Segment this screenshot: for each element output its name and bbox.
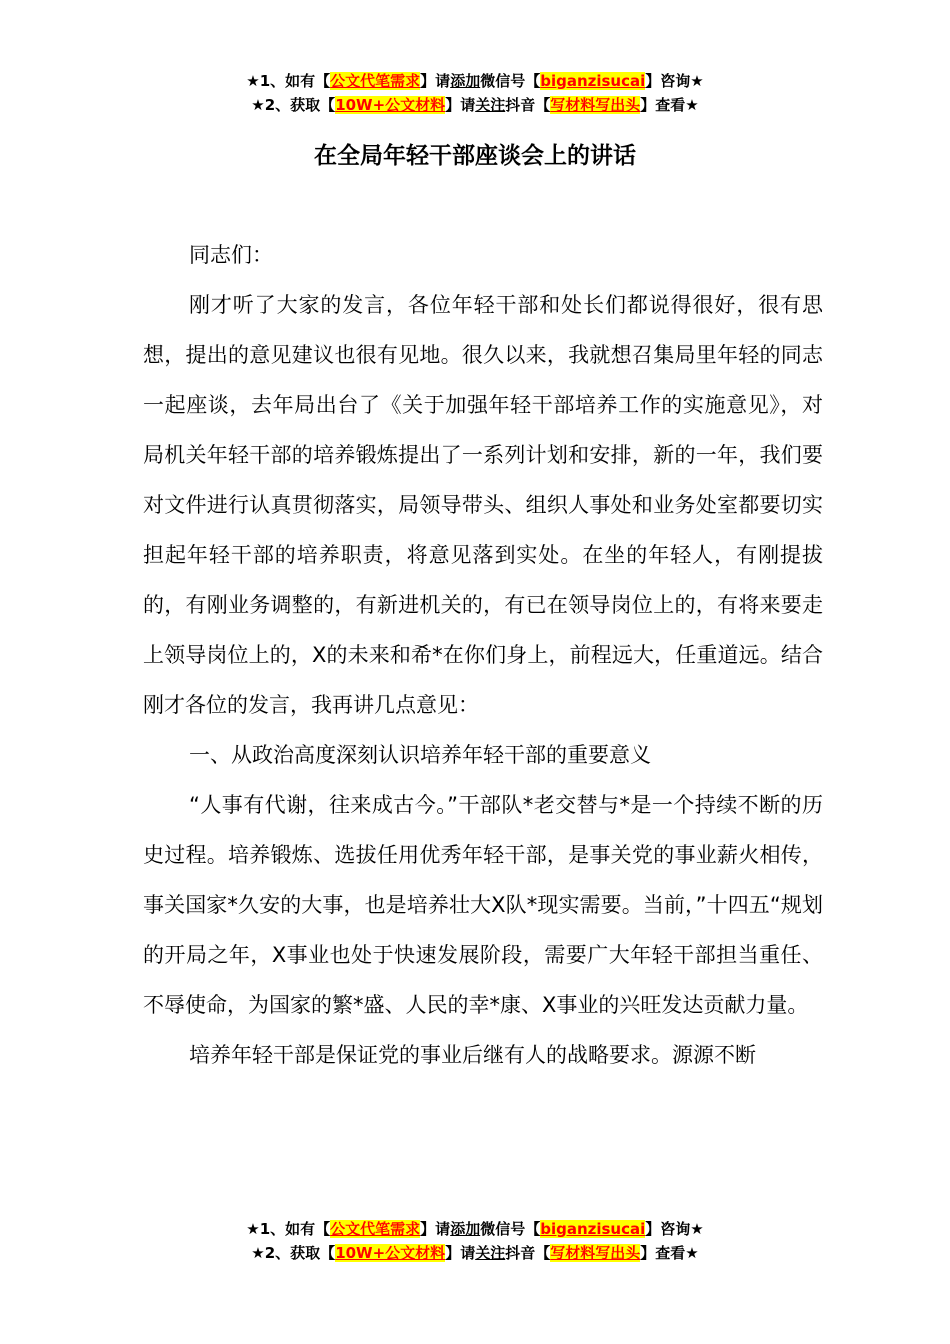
highlight-service: 公文代笔需求	[330, 72, 421, 90]
highlight-wechat-id: biganzisucai	[540, 1220, 646, 1238]
highlight-materials: 10W+公文材料	[335, 96, 446, 114]
body-paragraph: “人事有代谢，往来成古今。”干部队*老交替与*是一个持续不断的历史过程。培养锻炼、选拔任用优秀年轻干部，是事关党的事业薪火相传，事关国家*久安的大事，也是培养壮大X队*现实需要。当前，”十四五“规划的开局之年，X事业也处于快速发展阶段，需要广大年轻干部担当重任、不辱使命，为国家的繁*盛、人民的幸*康、X事业的兴旺发达贡献力量。	[143, 793, 823, 1017]
underline-add: 添加	[450, 1220, 481, 1238]
highlight-douyin: 写材料写出头	[550, 1244, 641, 1262]
highlight-wechat-id: biganzisucai	[540, 72, 646, 90]
banner-line-1: ★1、如有【公文代笔需求】请添加微信号【biganzisucai】咨询★	[246, 1220, 704, 1238]
document-title: 在全局年轻干部座谈会上的讲话	[314, 143, 636, 169]
underline-follow: 关注	[475, 1244, 506, 1262]
header-banner	[0, 69, 950, 117]
banner-line-2: ★2、获取【10W+公文材料】请关注抖音【写材料写出头】查看★	[251, 1244, 699, 1262]
highlight-materials: 10W+公文材料	[335, 1244, 446, 1262]
highlight-douyin: 写材料写出头	[550, 96, 641, 114]
underline-add: 添加	[450, 72, 481, 90]
salutation: 同志们：	[189, 243, 273, 267]
body-paragraph: 刚才听了大家的发言，各位年轻干部和处长们都说得很好，很有思想，提出的意见建议也很有见地。很久以来，我就想召集局里年轻的同志一起座谈，去年局出台了《关于加强年轻干部培养工作的实施意见》，对局机关年轻干部的培养锻炼提出了一系列计划和安排，新的一年，我们要对文件进行认真贯彻落实，局领导带头、组织人事处和业务处室都要切实担起年轻干部的培养职责，将意见落到实处。在坐的年轻人，有刚提拔的，有刚业务调整的，有新进机关的，有已在领导岗位上的，有将来要走上领导岗位上的，X的未来和希*在你们身上，前程远大，任重道远。结合刚才各位的发言，我再讲几点意见：	[143, 293, 823, 717]
footer-banner	[0, 1217, 950, 1265]
highlight-service: 公文代笔需求	[330, 1220, 421, 1238]
section-heading: 一、从政治高度深刻认识培养年轻干部的重要意义	[189, 743, 651, 767]
banner-line-1: ★1、如有【公文代笔需求】请添加微信号【biganzisucai】咨询★	[246, 72, 704, 90]
banner-line-2: ★2、获取【10W+公文材料】请关注抖音【写材料写出头】查看★	[251, 96, 699, 114]
body-paragraph: 培养年轻干部是保证党的事业后继有人的战略要求。源源不断	[189, 1043, 756, 1067]
underline-follow: 关注	[475, 96, 506, 114]
document-body	[143, 230, 823, 1080]
